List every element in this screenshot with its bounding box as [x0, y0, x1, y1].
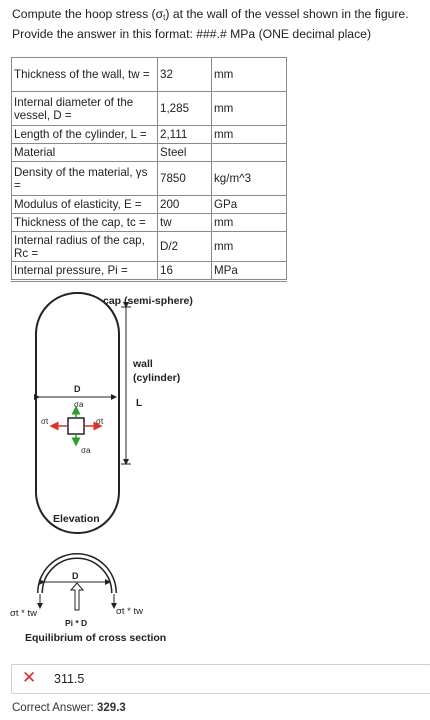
param-value: 2,111 — [158, 126, 212, 144]
param-unit: kg/m^3 — [212, 162, 287, 196]
param-label: Thickness of the wall, tw = — [12, 58, 158, 92]
param-value: 200 — [158, 196, 212, 214]
param-value: 7850 — [158, 162, 212, 196]
equilibrium-label: Equilibrium of cross section — [25, 632, 167, 644]
param-value: Steel — [158, 144, 212, 162]
param-value: D/2 — [158, 232, 212, 262]
sigma-a-top-label: σa — [74, 400, 84, 409]
question-line-1: Compute the hoop stress $(\sigma_t)$ at the wall of the vessel shown in the figure. — [12, 7, 409, 22]
elevation-label: Elevation — [53, 513, 100, 525]
vessel-figure — [0, 290, 430, 660]
param-value: 1,285 — [158, 92, 212, 126]
param-unit: MPa — [212, 262, 287, 281]
correct-answer-label: Correct Answer: — [12, 702, 94, 714]
param-unit: mm — [212, 58, 287, 92]
sigma-t-left-label: σt — [41, 417, 49, 426]
param-value: tw — [158, 214, 212, 232]
pressure-arrow — [71, 583, 83, 610]
question-text — [12, 6, 422, 43]
param-label: Internal radius of the cap, Rc = — [12, 232, 158, 262]
param-value: 32 — [158, 58, 212, 92]
sigma-a-bottom-label: σa — [81, 446, 91, 455]
param-label: Modulus of elasticity, E = — [12, 196, 158, 214]
correct-answer — [12, 702, 126, 714]
param-unit: mm — [212, 126, 287, 144]
param-label: Density of the material, γs = — [12, 162, 158, 196]
param-label: Internal pressure, Pi = — [12, 262, 158, 281]
length-label: L — [136, 398, 143, 409]
param-label: Length of the cylinder, L = — [12, 126, 158, 144]
param-value: 16 — [158, 262, 212, 281]
param-unit: mm — [212, 232, 287, 262]
submitted-answer: 311.5 — [54, 672, 85, 686]
param-unit: mm — [212, 214, 287, 232]
force-left-label: σt * tw — [10, 608, 37, 619]
parameters-table — [11, 57, 287, 282]
param-label: Internal diameter of the vessel, D = — [12, 92, 158, 126]
param-unit: mm — [212, 92, 287, 126]
pressure-label: Pi * D — [65, 618, 88, 628]
wall-cylinder-label: (cylinder) — [133, 372, 181, 384]
wall-label: wall — [133, 358, 153, 370]
answer-field[interactable] — [11, 664, 430, 694]
param-unit: GPa — [212, 196, 287, 214]
cross-section-d-label: D — [72, 571, 79, 581]
cross-icon: ✕ — [22, 668, 37, 687]
stress-element — [68, 418, 84, 434]
diameter-label: D — [74, 384, 81, 394]
question-line-2: Provide the answer in this format: ###.# MPa (ONE decimal place) — [12, 27, 372, 41]
force-right-label: σt * tw — [116, 606, 143, 617]
correct-answer-value: 329.3 — [97, 702, 126, 714]
cap-label: cap (semi-sphere) — [103, 295, 193, 307]
sigma-t-right-label: σt — [96, 417, 104, 426]
param-unit — [212, 144, 287, 162]
param-label: Thickness of the cap, tc = — [12, 214, 158, 232]
vessel-outline — [36, 293, 119, 533]
param-label: Material — [12, 144, 158, 162]
